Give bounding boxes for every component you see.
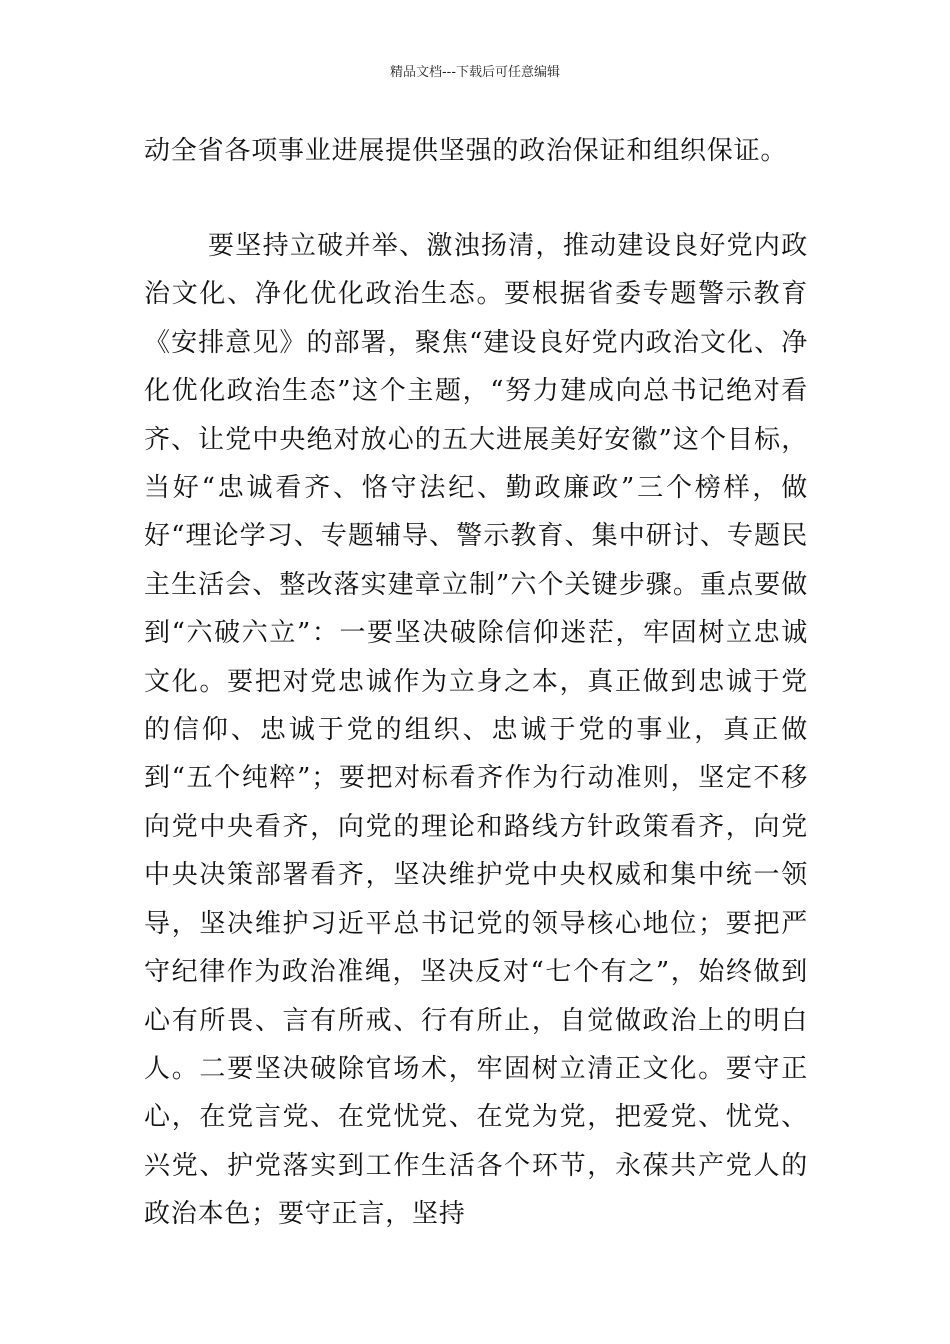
paragraph-main: 要坚持立破并举、激浊扬清，推动建设良好党内政治文化、净化优化政治生态。要根据省委专题警示教育《安排意见》的部署，聚焦“建设良好党内政治文化、净化优化政治生态”这个主题，“努力建成向总书记绝对看齐、让党中央绝对放心的五大进展美好安徽”这个目标，当好“忠诚看齐、恪守法纪、勤政廉政”三个榜样，做好“理论学习、专题辅导、警示教育、集中研讨、专题民主生活会、整改落实建章立制”六个关键步骤。重点要做到“六破六立”：一要坚决破除信仰迷茫，牢固树立忠诚文化。要把对党忠诚作为立身之本，真正做到忠诚于党的信仰、忠诚于党的组织、忠诚于党的事业，真正做到“五个纯粹”；要把对标看齐作为行动准则，坚定不移向党中央看齐，向党的理论和路线方针政策看齐，向党中央决策部署看齐，坚决维护党中央权威和集中统一领导，坚决维护习近平总书记党的领导核心地位；要把严守纪律作为政治准绳，坚决反对“七个有之”，始终做到心有所畏、言有所戒、行有所止，自觉做政治上的明白人。二要坚决破除官场术，牢固树立清正文化。要守正心，在党言党、在党忧党、在党为党，把爱党、忧党、兴党、护党落实到工作生活各个环节，永葆共产党人的政治本色；要守正言，坚持 bbox=[144, 231, 808, 1230]
page-header: 精品文档---下载后可任意编辑 bbox=[389, 65, 561, 80]
paragraph-continued: 动全省各项事业进展提供坚强的政治保证和组织保证。 bbox=[144, 136, 788, 166]
